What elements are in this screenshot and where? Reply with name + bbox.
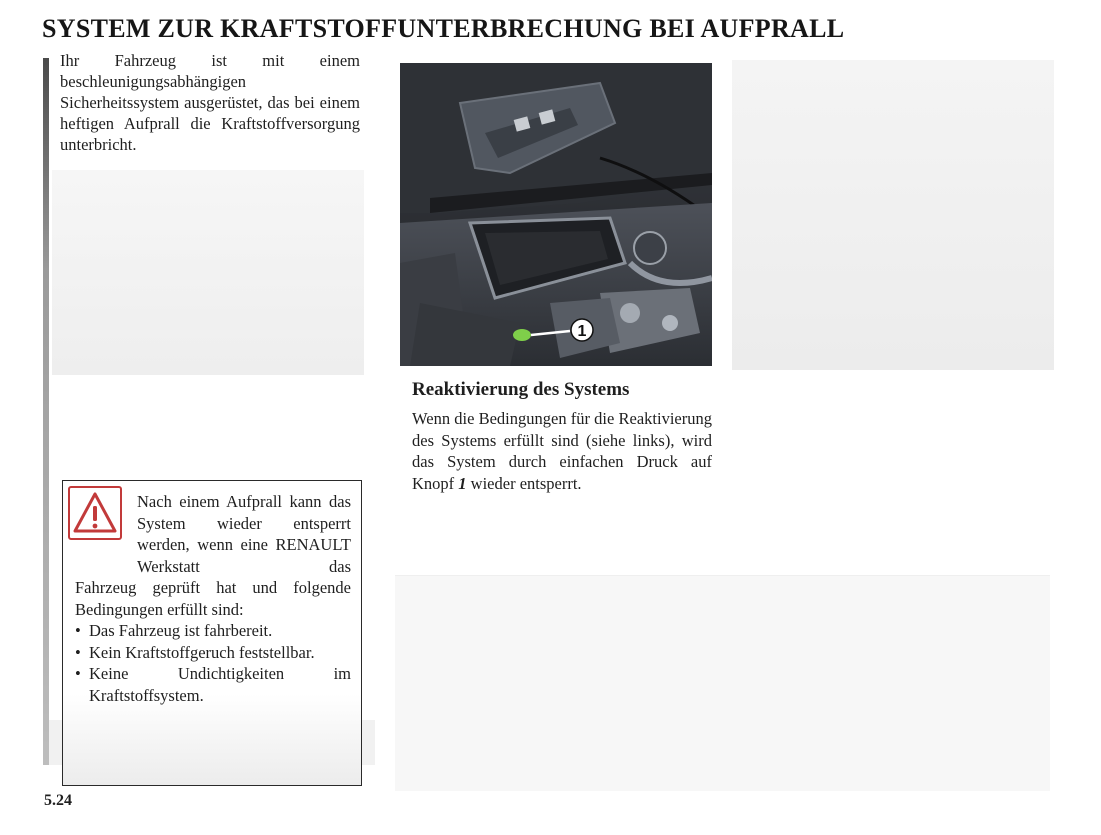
list-item: • Keine Undichtigkeiten im Kraftstoffsystem. [75,663,351,706]
warning-triangle-icon [68,486,122,540]
list-item: • Kein Kraftstoffgeruch feststellbar. [75,642,351,664]
intro-paragraph: Ihr Fahrzeug ist mit einem beschleunigungsabhängigen Sicherheitssystem ausgerüstet, das bei einem heftigen Aufprall die Kraftstoffversorgung unterbricht. [60,51,360,154]
section-heading: Reaktivierung des Systems [412,379,630,400]
engine-bay-photo [400,63,712,366]
warning-intro: Nach einem Aufprall kann das System wieder entsperrt werden, wenn eine RENAULT Werkstatt das [137,492,351,576]
button-reference: 1 [458,473,467,493]
warning-box [62,480,362,786]
warning-continuation: Fahrzeug geprüft hat und folgende Bedingungen erfüllt sind: [75,578,351,619]
callout-number: 1 [577,323,587,340]
section-body [412,408,712,494]
bleed-through-shadow [395,575,1050,791]
condition-list [75,620,351,706]
bleed-through-shadow [52,170,364,375]
page-number: 5.24 [44,792,72,809]
section-body-text-end: wieder entsperrt. [466,473,582,493]
page-title: SYSTEM ZUR KRAFTSTOFFUNTERBRECHUNG BEI AUFPRALL [42,14,845,43]
section-body-text: Wenn die Bedingungen für die Reaktivierung des Systems erfüllt sind (siehe links), wird das System durch einfachen Druck auf Knopf [412,409,712,493]
bleed-through-shadow [732,60,1054,370]
section-marker-bar [43,58,49,765]
reset-button-marker [513,329,531,341]
list-item: • Das Fahrzeug ist fahrbereit. [75,620,351,642]
